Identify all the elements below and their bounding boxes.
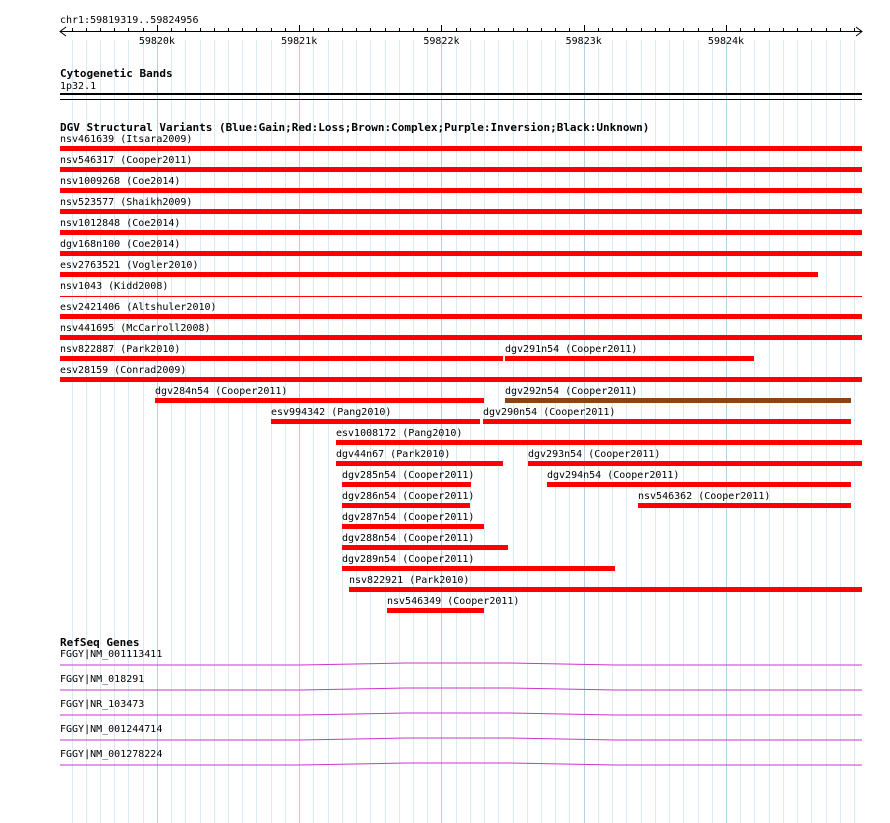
ruler-tick-label: 59821k bbox=[281, 36, 318, 47]
sv-label[interactable]: dgv288n54 (Cooper2011) bbox=[342, 533, 475, 544]
sv-bar[interactable] bbox=[60, 188, 862, 193]
ruler-tick-label: 59823k bbox=[565, 36, 602, 47]
sv-bar[interactable] bbox=[638, 503, 851, 508]
gene-model[interactable] bbox=[0, 684, 890, 696]
sv-label[interactable]: nsv546362 (Cooper2011) bbox=[638, 491, 771, 502]
gene-model[interactable] bbox=[0, 659, 890, 671]
sv-label[interactable]: dgv290n54 (Cooper2011) bbox=[483, 407, 616, 418]
sv-bar[interactable] bbox=[387, 608, 484, 613]
sv-label[interactable]: dgv286n54 (Cooper2011) bbox=[342, 491, 475, 502]
sv-bar[interactable] bbox=[155, 398, 484, 403]
ruler-tick-label: 59824k bbox=[707, 36, 745, 47]
sv-label[interactable]: nsv822921 (Park2010) bbox=[349, 575, 470, 586]
sv-label[interactable]: esv2421406 (Altshuler2010) bbox=[60, 302, 217, 313]
sv-label[interactable]: dgv289n54 (Cooper2011) bbox=[342, 554, 475, 565]
sv-label[interactable]: esv2763521 (Vogler2010) bbox=[60, 260, 199, 271]
sv-label[interactable]: esv1008172 (Pang2010) bbox=[336, 428, 463, 439]
sv-bar[interactable] bbox=[547, 482, 851, 487]
cytoband-baseline bbox=[60, 99, 862, 100]
sv-label[interactable]: esv994342 (Pang2010) bbox=[271, 407, 392, 418]
sv-label[interactable]: esv28159 (Conrad2009) bbox=[60, 365, 187, 376]
sv-bar[interactable] bbox=[342, 545, 508, 550]
sv-label[interactable]: dgv294n54 (Cooper2011) bbox=[547, 470, 680, 481]
sv-bar[interactable] bbox=[60, 209, 862, 214]
gene-model[interactable] bbox=[0, 759, 890, 771]
sv-bar[interactable] bbox=[60, 251, 862, 256]
ruler-tick-label: 59820k bbox=[138, 36, 175, 47]
sv-bar[interactable] bbox=[336, 461, 503, 466]
gene-intron-line bbox=[60, 663, 862, 665]
sv-label[interactable]: dgv44n67 (Park2010) bbox=[336, 449, 451, 460]
gene-label[interactable]: FGGY|NM_001113411 bbox=[60, 649, 163, 660]
dgv-title: DGV Structural Variants (Blue:Gain;Red:Loss;Brown:Complex;Purple:Inversion;Black:Unknown) bbox=[60, 121, 650, 134]
sv-bar[interactable] bbox=[505, 398, 851, 403]
sv-label[interactable]: dgv291n54 (Cooper2011) bbox=[505, 344, 638, 355]
gene-intron-line bbox=[60, 738, 862, 740]
gene-label[interactable]: FGGY|NM_001278224 bbox=[60, 749, 163, 760]
sv-bar[interactable] bbox=[342, 482, 471, 487]
gene-label[interactable]: FGGY|NR_103473 bbox=[60, 699, 145, 710]
gene-intron-line bbox=[60, 713, 862, 715]
refseq-title: RefSeq Genes bbox=[60, 636, 140, 649]
sv-bar[interactable] bbox=[342, 524, 484, 529]
gene-label[interactable]: FGGY|NM_001244714 bbox=[60, 724, 163, 735]
gene-label[interactable]: FGGY|NM_018291 bbox=[60, 674, 145, 685]
sv-bar[interactable] bbox=[60, 146, 862, 151]
sv-label[interactable]: nsv546349 (Cooper2011) bbox=[387, 596, 520, 607]
sv-label[interactable]: nsv546317 (Cooper2011) bbox=[60, 155, 193, 166]
cytoband-band-label: 1p32.1 bbox=[60, 81, 97, 92]
gene-intron-line bbox=[60, 763, 862, 765]
sv-label[interactable]: dgv168n100 (Coe2014) bbox=[60, 239, 181, 250]
sv-bar[interactable] bbox=[483, 419, 851, 424]
sv-label[interactable]: dgv284n54 (Cooper2011) bbox=[155, 386, 288, 397]
sv-bar[interactable] bbox=[528, 461, 862, 466]
sv-bar[interactable] bbox=[60, 167, 862, 172]
sv-bar[interactable] bbox=[342, 503, 470, 508]
ruler-tick-label: 59822k bbox=[423, 36, 460, 47]
gene-model[interactable] bbox=[0, 734, 890, 746]
cytoband-title: Cytogenetic Bands bbox=[60, 67, 173, 80]
sv-label[interactable]: nsv523577 (Shaikh2009) bbox=[60, 197, 193, 208]
sv-label[interactable]: nsv1043 (Kidd2008) bbox=[60, 281, 169, 292]
sv-label[interactable]: nsv461639 (Itsara2009) bbox=[60, 134, 193, 145]
gene-intron-line bbox=[60, 688, 862, 690]
cytoband-band bbox=[60, 93, 862, 95]
sv-bar[interactable] bbox=[271, 419, 480, 424]
sv-bar[interactable] bbox=[60, 314, 862, 319]
sv-bar[interactable] bbox=[60, 335, 862, 340]
sv-bar[interactable] bbox=[60, 356, 503, 361]
sv-bar[interactable] bbox=[60, 230, 862, 235]
sv-bar[interactable] bbox=[60, 377, 862, 382]
sv-label[interactable]: nsv441695 (McCarroll2008) bbox=[60, 323, 211, 334]
sv-bar[interactable] bbox=[342, 566, 615, 571]
ruler-coords: chr1:59819319..59824956 bbox=[60, 15, 199, 26]
sv-bar[interactable] bbox=[336, 440, 862, 445]
sv-bar[interactable] bbox=[60, 272, 818, 277]
sv-label[interactable]: dgv285n54 (Cooper2011) bbox=[342, 470, 475, 481]
sv-bar[interactable] bbox=[60, 296, 862, 297]
sv-bar[interactable] bbox=[505, 356, 754, 361]
sv-bar[interactable] bbox=[349, 587, 862, 592]
sv-label[interactable]: dgv287n54 (Cooper2011) bbox=[342, 512, 475, 523]
sv-label[interactable]: dgv293n54 (Cooper2011) bbox=[528, 449, 661, 460]
gene-model[interactable] bbox=[0, 709, 890, 721]
sv-label[interactable]: nsv1012848 (Coe2014) bbox=[60, 218, 181, 229]
sv-label[interactable]: nsv1009268 (Coe2014) bbox=[60, 176, 181, 187]
sv-label[interactable]: dgv292n54 (Cooper2011) bbox=[505, 386, 638, 397]
sv-label[interactable]: nsv822887 (Park2010) bbox=[60, 344, 181, 355]
